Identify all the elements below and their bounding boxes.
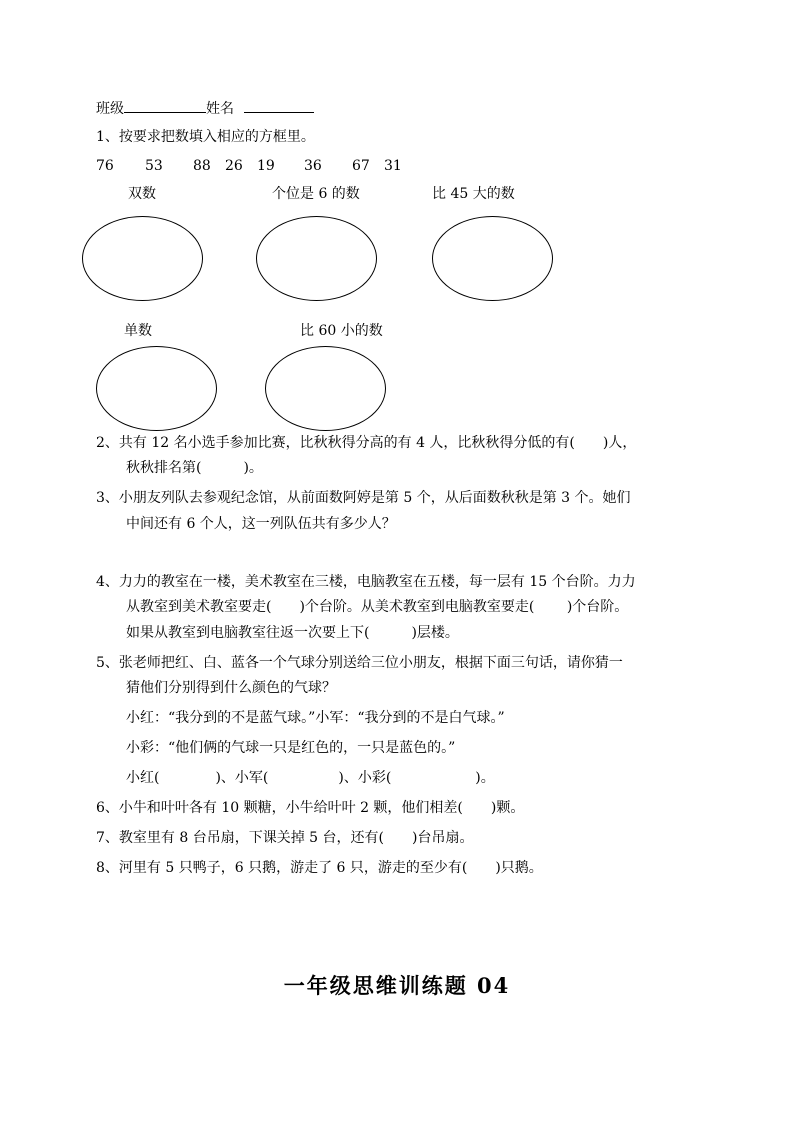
q3-line2: 中间还有 6 个人，这一列队伍共有多少人？ (126, 516, 396, 532)
number-item: 26 (225, 158, 243, 174)
q4-line1: 4、力力的教室在一楼，美术教室在三楼，电脑教室在五楼，每一层有 15 个台阶。力力 (96, 574, 636, 590)
oval-greater-45[interactable] (432, 216, 553, 301)
q5-line3: 小红：“我分到的不是蓝气球。”小军：“我分到的不是白气球。” (126, 710, 505, 726)
q2-line1: 2、共有 12 名小选手参加比赛，比秋秋得分高的有 4 人，比秋秋得分低的有( )人， (96, 435, 637, 451)
q5-line1: 5、张老师把红、白、蓝各一个气球分别送给三位小朋友，根据下面三句话，请你猜一 (96, 655, 623, 671)
number-item: 53 (145, 158, 163, 174)
q6-text: 6、小牛和叶叶各有 10 颗糖，小牛给叶叶 2 颗，他们相差( )颗。 (96, 800, 525, 816)
q3-line1: 3、小朋友列队去参观纪念馆，从前面数阿婷是第 5 个，从后面数秋秋是第 3 个。她们 (96, 490, 631, 506)
number-item: 31 (384, 158, 402, 174)
header-row (96, 98, 314, 119)
class-blank[interactable] (124, 98, 206, 113)
q1-text: 1、按要求把数填入相应的方框里。 (96, 129, 315, 145)
q2-line2: 秋秋排名第( )。 (126, 460, 263, 476)
q4-line2: 从教室到美术教室要走( )个台阶。从美术教室到电脑教室要走( )个台阶。 (126, 599, 629, 615)
number-item: 88 (193, 158, 211, 174)
label-even: 双数 (128, 186, 156, 202)
q5-line4: 小彩：“他们俩的气球一只是红色的，一只是蓝色的。” (126, 740, 456, 756)
oval-even[interactable] (82, 216, 203, 301)
worksheet-title: 一年级思维训练题 04 (283, 973, 511, 998)
label-ones-six: 个位是 6 的数 (272, 186, 360, 202)
number-item: 67 (352, 158, 370, 174)
number-item: 36 (304, 158, 322, 174)
q4-line3: 如果从教室到电脑教室往返一次要上下( )层楼。 (126, 625, 459, 641)
oval-less-60[interactable] (265, 346, 386, 431)
number-item: 76 (96, 158, 114, 174)
oval-odd[interactable] (96, 346, 217, 431)
name-label: 姓名 (206, 101, 234, 117)
label-odd: 单数 (124, 323, 152, 339)
q5-line2: 猜他们分别得到什么颜色的气球？ (126, 680, 336, 696)
label-greater-45: 比 45 大的数 (432, 186, 515, 202)
name-blank[interactable] (244, 98, 314, 113)
label-less-60: 比 60 小的数 (300, 323, 383, 339)
q5-line5: 小红( )、小军( )、小彩( )。 (126, 770, 495, 786)
number-item: 19 (257, 158, 275, 174)
number-list (0, 156, 794, 176)
class-label: 班级 (96, 101, 124, 117)
oval-ones-six[interactable] (256, 216, 377, 301)
q7-text: 7、教室里有 8 台吊扇，下课关掉 5 台，还有( )台吊扇。 (96, 830, 474, 846)
q8-text: 8、河里有 5 只鸭子，6 只鹅，游走了 6 只，游走的至少有( )只鹅。 (96, 860, 543, 876)
